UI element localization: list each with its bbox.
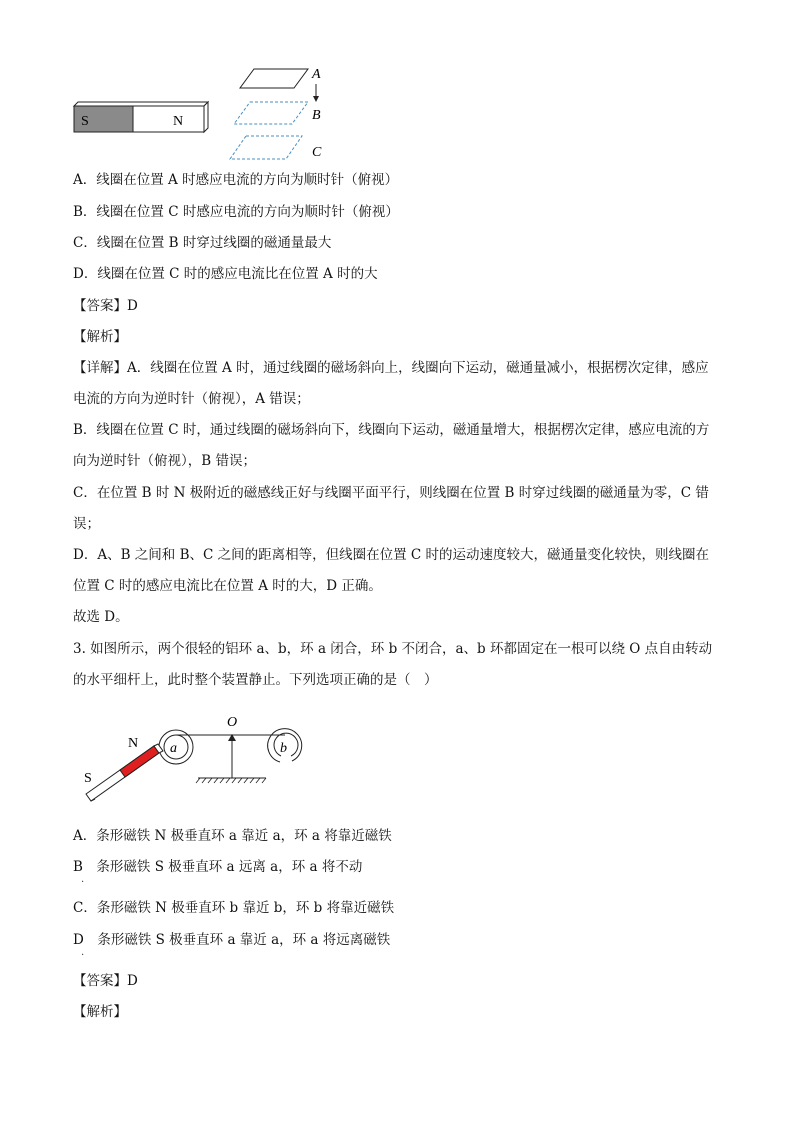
magnet-coil-figure — [70, 60, 340, 165]
magnet-n-half — [133, 106, 204, 132]
coil-position-b — [234, 102, 308, 124]
q2-analysis-title: 【解析】 — [73, 329, 127, 345]
label-a: A — [312, 67, 321, 82]
q2-option-c: C．线圈在位置 B 时穿过线圈的磁通量最大 — [73, 235, 332, 251]
detail-line: 【详解】A．线圈在位置 A 时，通过线圈的磁场斜向上，线圈向下运动，磁通量减小，根据楞次定律，感应 — [73, 360, 709, 376]
q3-option-a: A．条形磁铁 N 极垂直环 a 靠近 a，环 a 将靠近磁铁 — [73, 828, 392, 844]
q3-analysis-title: 【解析】 — [73, 1004, 127, 1020]
stray-dot: . — [81, 874, 85, 885]
label-b: B — [312, 108, 321, 123]
ring-a — [159, 730, 193, 764]
detail-line: C．在位置 B 时 N 极附近的磁感线正好与线圈平面平行，则线圈在位置 B 时穿过线圈的磁通量为零，C 错 — [73, 485, 709, 501]
magnet-n-label: N — [128, 736, 139, 751]
q2-option-a: A．线圈在位置 A 时感应电流的方向为顺时针（俯视） — [73, 172, 399, 188]
detail-line: B．线圈在位置 C 时，通过线圈的磁场斜向下，线圈向下运动，磁通量增大，根据楞次定律，感应电流的方 — [73, 422, 710, 438]
q2-answer: 【答案】D — [73, 298, 138, 314]
detail-line: 向为逆时针（俯视），B 错误； — [73, 453, 256, 469]
q3-option-b: B 条形磁铁 S 极垂直环 a 远离 a，环 a 将不动 — [73, 859, 363, 875]
pivot-label-o: O — [227, 715, 238, 730]
bar-magnet — [74, 102, 208, 132]
q3-answer: 【答案】D — [73, 973, 138, 989]
ring-b — [268, 729, 302, 762]
label-c: C — [312, 145, 322, 160]
detail-line: 误； — [73, 516, 100, 532]
detail-line: 位置 C 时的感应电流比在位置 A 时的大，D 正确。 — [73, 578, 382, 594]
ring-b-label: b — [280, 741, 287, 756]
q3-stem-line: 的水平细杆上，此时整个装置静止。下列选项正确的是（ ） — [73, 672, 438, 688]
detail-line: 电流的方向为逆时针（俯视），A 错误； — [73, 391, 310, 407]
rings-rod-figure — [80, 710, 320, 810]
q3-option-d: D 条形磁铁 S 极垂直环 a 靠近 a，环 a 将远离磁铁 — [73, 932, 391, 948]
q3-option-c: C．条形磁铁 N 极垂直环 b 靠近 b，环 b 将靠近磁铁 — [73, 900, 395, 916]
coil-position-c — [230, 136, 302, 159]
detail-line: 故选 D。 — [73, 609, 129, 625]
detail-line: D．A、B 之间和 B、C 之间的距离相等，但线圈在位置 C 时的运动速度较大，磁通量变化较快，则线圈在 — [73, 547, 710, 563]
ring-a-label: a — [170, 741, 177, 756]
bar-magnet-tilted — [86, 744, 163, 801]
magnet-s-label: S — [84, 771, 92, 786]
q3-stem-line: 3. 如图所示，两个很轻的铝环 a、b，环 a 闭合，环 b 不闭合，a、b 环都固定在一根可以绕 O 点自由转动 — [73, 641, 713, 657]
magnet-n-label: N — [173, 114, 184, 129]
q2-option-d: D．线圈在位置 C 时的感应电流比在位置 A 时的大 — [73, 266, 378, 282]
q2-option-b: B．线圈在位置 C 时感应电流的方向为顺时针（俯视） — [73, 204, 399, 220]
stray-dot: . — [81, 947, 85, 958]
coil-position-a — [240, 69, 308, 88]
magnet-s-label: S — [81, 114, 89, 129]
